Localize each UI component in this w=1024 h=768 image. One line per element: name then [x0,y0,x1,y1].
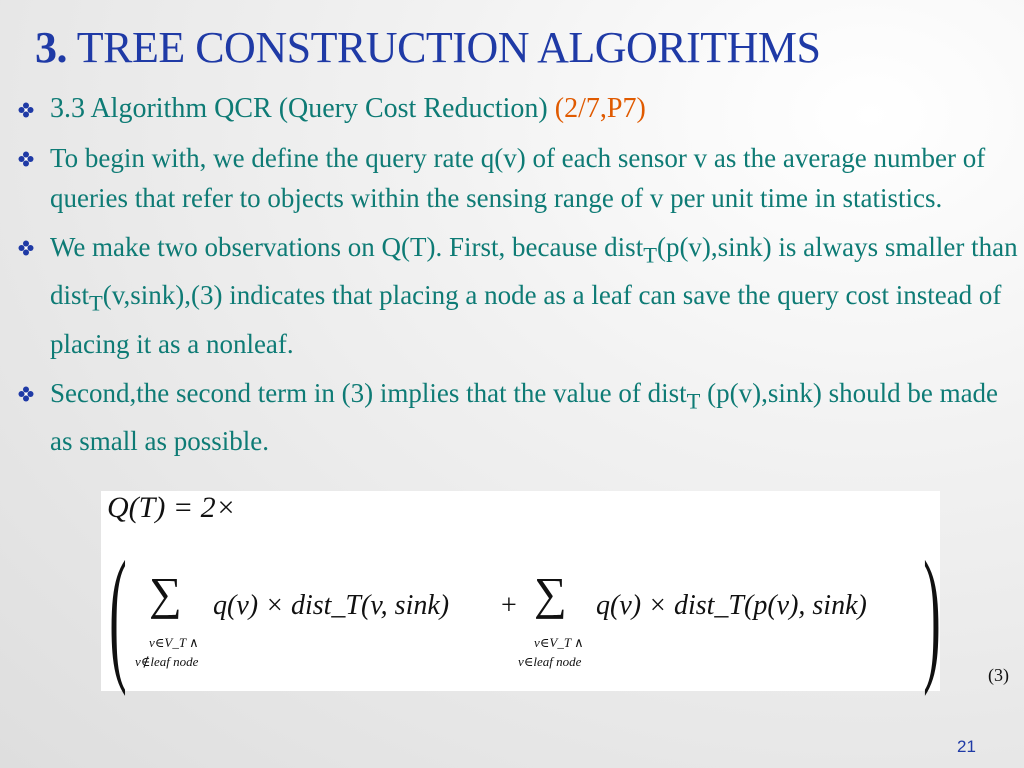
title-text: TREE CONSTRUCTION ALGORITHMS [76,23,821,72]
equation-image [101,491,941,697]
summation-1-subscript-line2: v∉leaf node [135,654,199,669]
summation-2-symbol: ∑ [534,568,567,619]
page-number: 21 [957,737,976,756]
summation-1-subscript-line1: v∈V_T ∧ [149,635,199,650]
bullet-1-text: 3.3 Algorithm QCR (Query Cost Reduction) [50,93,555,124]
bullet-3-part3: (v,sink),(3) indicates that placing a node as a leaf can save the query cost instead of placing it as a nonleaf. [50,280,1002,359]
bullet-observations [18,227,1022,364]
bullet-3-part2: (p(v),sink) is always smaller than dist [50,232,1018,311]
left-parenthesis: ( [109,531,127,697]
diamond-bullet-icon [18,151,34,167]
diamond-bullet-icon [18,386,34,402]
equation-lhs: Q(T) = 2× [107,491,236,524]
summation-2-subscript-line2: v∈leaf node [518,654,582,669]
bullet-2-text: To begin with, we define the query rate q(v) of each sensor v as the average number of queries that refer to objects within the sensing range of v per unit time in statistics. [50,143,986,213]
equation-number: (3) [988,665,1009,685]
bullet-query-rate [18,138,1022,218]
summation-2-subscript-line1: v∈V_T ∧ [534,635,584,650]
bullet-1-accent: (2/7,P7) [554,93,646,124]
bullet-4-part1: Second,the second term in (3) implies that the value of dist [50,377,687,408]
title-number: 3. [35,23,67,72]
bullet-3-part1: We make two observations on Q(T). First, because dist [50,232,644,262]
diamond-bullet-icon [18,102,34,118]
bullet-4-part2: (p(v),sink) should be made as small as possible. [50,377,999,457]
equation-plus: + [501,590,517,621]
right-parenthesis: ) [923,531,941,697]
slide-title [35,22,821,73]
summation-1-symbol: ∑ [149,568,182,619]
diamond-bullet-icon [18,240,34,256]
bullet-3-sub2: T [89,290,103,316]
equation-term-2: q(v) × dist_T(p(v), sink) [596,590,867,621]
bullet-second-term [18,373,1022,461]
equation-term-1: q(v) × dist_T(v, sink) [213,590,450,621]
bullet-3-sub1: T [643,242,657,268]
bullet-list [18,90,1022,470]
bullet-4-sub1: T [686,388,701,414]
bullet-algorithm-heading [18,90,1022,128]
